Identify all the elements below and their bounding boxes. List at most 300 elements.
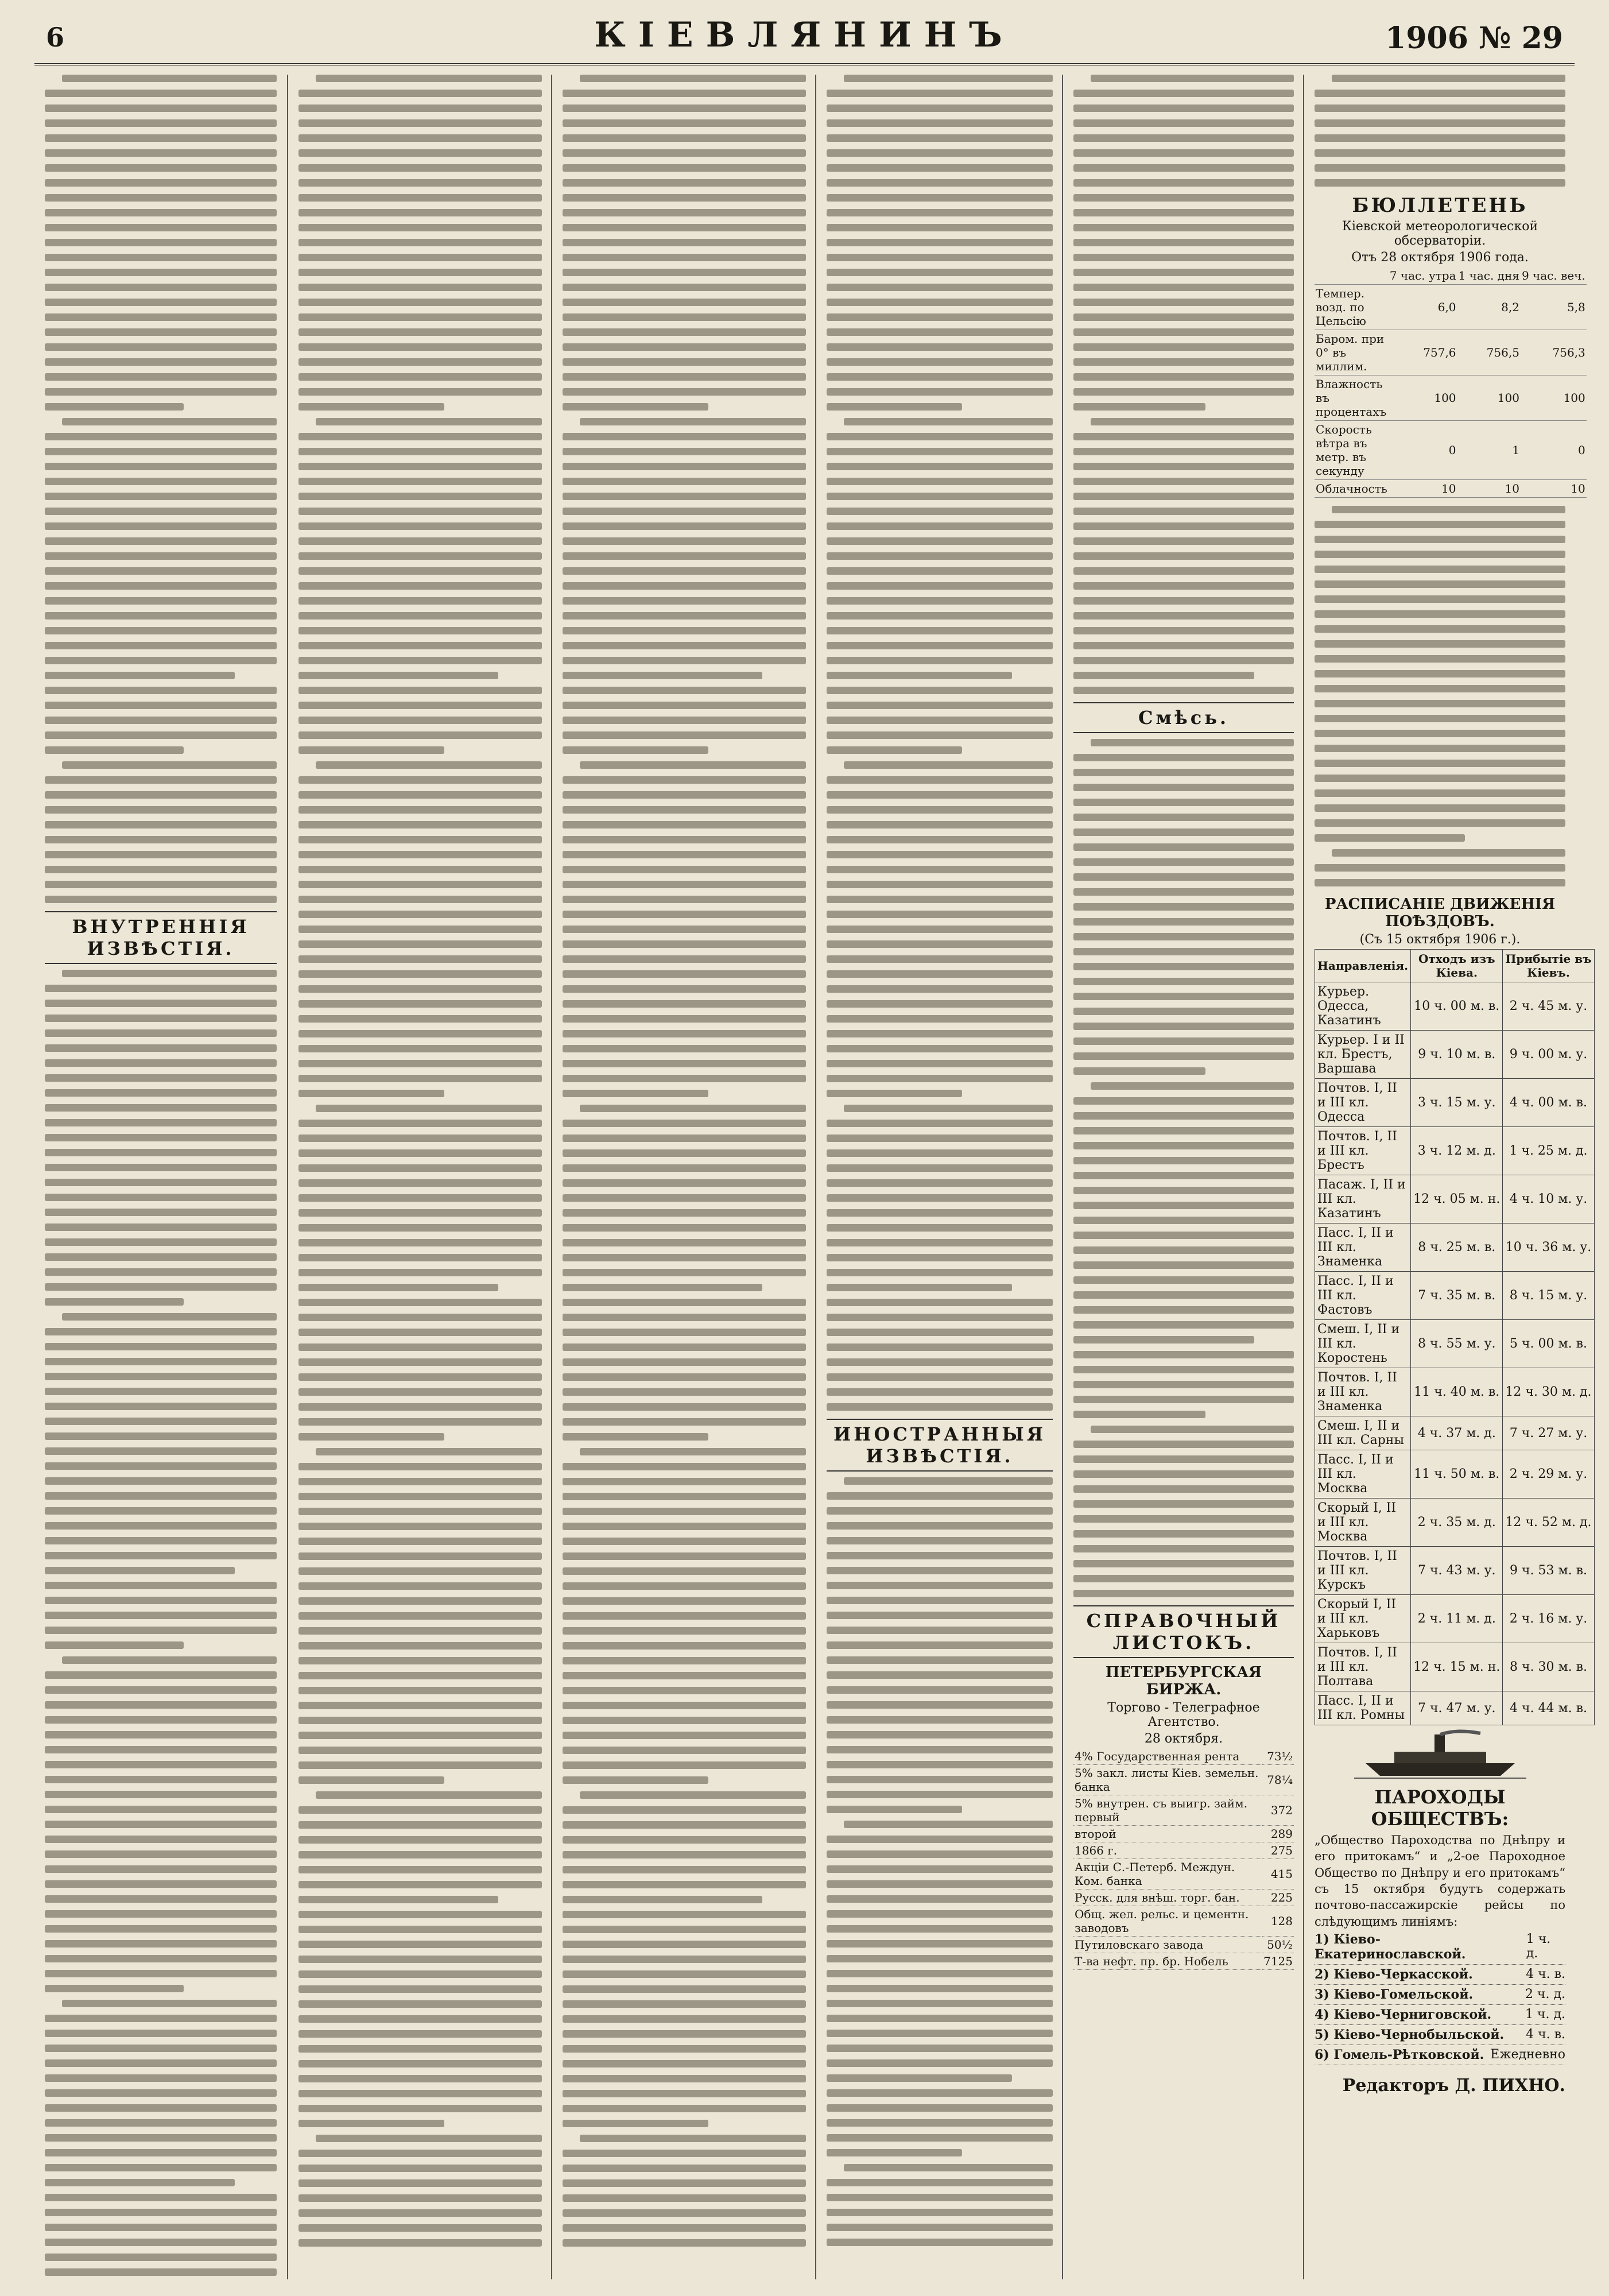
text-line: [563, 1388, 806, 1396]
text-line: [1073, 814, 1294, 821]
table-row: [1315, 1450, 1595, 1499]
bourse-value: 275: [1262, 1842, 1294, 1859]
text-line: [1073, 657, 1294, 664]
text-line: [1073, 224, 1294, 231]
text-line: [827, 1731, 1053, 1739]
text-line: [563, 1806, 806, 1814]
text-line: [1332, 506, 1565, 513]
text-line: [298, 2209, 542, 2217]
section-internal-news: ВНУТРЕННІЯ ИЗВѢСТІЯ.: [45, 911, 277, 964]
text-line: [563, 1418, 806, 1426]
text-line: [563, 1269, 806, 1276]
route-cell: Почтов. I, II и III кл. Курскъ: [1315, 1547, 1411, 1595]
text-line: [298, 1866, 542, 1873]
text-line: [563, 1851, 806, 1859]
text-line: [1315, 119, 1565, 127]
text-line: [45, 343, 277, 351]
text-line: [316, 2135, 542, 2142]
text-line: [298, 2179, 542, 2187]
text-line: [563, 104, 806, 112]
text-line: [563, 343, 806, 351]
text-line: [45, 1850, 277, 1858]
text-line: [45, 806, 277, 814]
text-line: [45, 284, 277, 291]
text-line: [45, 687, 277, 694]
text-line: [1073, 1530, 1294, 1538]
text-line: [1073, 672, 1254, 679]
text-line: [298, 1269, 542, 1276]
schedule-subtitle: (Съ 15 октября 1906 г.).: [1359, 932, 1521, 947]
text-line: [1091, 418, 1294, 425]
text-line: [827, 582, 1053, 590]
arrival-cell: 8 ч. 30 м. в.: [1503, 1643, 1594, 1691]
text-line: [827, 1314, 1053, 1321]
text-line: [563, 2000, 806, 2008]
text-line: [1073, 1023, 1294, 1030]
departure-cell: 4 ч. 37 м. д.: [1411, 1416, 1503, 1450]
text-line: [827, 343, 1053, 351]
text-line: [827, 1179, 1053, 1187]
bulletin-subtitle: Кіевской метеорологической обсерваторіи.: [1342, 219, 1538, 248]
text-line: [45, 1597, 277, 1604]
text-line: [45, 1029, 277, 1037]
text-line: [298, 1821, 542, 1829]
bourse-value: 289: [1262, 1826, 1294, 1842]
text-line: [563, 612, 806, 620]
text-line: [45, 1522, 277, 1530]
route-cell: Смеш. I, II и III кл. Коростень: [1315, 1320, 1411, 1368]
text-line: [827, 746, 962, 754]
text-line: [45, 627, 277, 634]
departure-cell: 8 ч. 25 м. в.: [1411, 1223, 1503, 1272]
bourse-value: 73½: [1262, 1748, 1294, 1765]
route-cell: Почтов. I, II и III кл. Одесса: [1315, 1079, 1411, 1127]
text-line: [45, 463, 277, 470]
text-line: [45, 1985, 184, 1992]
bourse-value: 50½: [1262, 1937, 1294, 1953]
text-line: [45, 791, 277, 799]
text-line: [1073, 1455, 1294, 1463]
text-line: [827, 1135, 1053, 1142]
text-line: [827, 209, 1053, 216]
text-line: [563, 1582, 806, 1590]
text-line: [827, 776, 1053, 784]
bourse-label: 5% закл. листы Кіев. земельн. банка: [1073, 1765, 1262, 1795]
arrival-cell: 5 ч. 00 м. в.: [1503, 1320, 1594, 1368]
text-line: [563, 955, 806, 963]
text-line: [1073, 1321, 1294, 1329]
text-line: [298, 1717, 542, 1724]
table-row: [1073, 1795, 1294, 1826]
text-line: [563, 851, 806, 858]
text-line: [563, 627, 806, 634]
text-line: [827, 1612, 1053, 1619]
text-line: [563, 806, 806, 814]
text-line: [45, 717, 277, 724]
text-line: [827, 1045, 1053, 1052]
text-line: [298, 1015, 542, 1023]
text-line: [298, 1194, 542, 1202]
text-line: [1073, 164, 1294, 172]
text-line: [563, 1224, 806, 1232]
text-line: [1073, 358, 1294, 366]
text-line: [298, 463, 542, 470]
text-line: [1073, 1560, 1294, 1567]
text-line: [45, 1328, 277, 1335]
text-line: [316, 75, 542, 82]
text-line: [827, 970, 1053, 978]
text-line: [580, 761, 806, 769]
text-line: [45, 881, 277, 888]
text-line: [298, 343, 542, 351]
text-line: [45, 1373, 277, 1380]
text-line: [580, 1791, 806, 1799]
bourse-value: 372: [1262, 1795, 1294, 1826]
text-line: [298, 702, 542, 709]
text-line: [563, 90, 806, 97]
arrival-cell: 12 ч. 52 м. д.: [1503, 1499, 1594, 1547]
text-line: [563, 1821, 806, 1829]
text-line: [298, 239, 542, 246]
text-line: [827, 239, 1053, 246]
text-line: [827, 1329, 1053, 1336]
text-line: [563, 1030, 806, 1037]
text-line: [1315, 879, 1565, 886]
text-line: [580, 75, 806, 82]
text-line: [298, 582, 542, 590]
text-line: [298, 224, 542, 231]
text-line: [563, 1896, 762, 1903]
text-line: [563, 1015, 806, 1023]
text-line: [563, 1314, 806, 1321]
text-line: [298, 403, 444, 411]
text-line: [827, 1940, 1053, 1947]
text-line: [298, 1657, 542, 1664]
text-line: [1073, 1396, 1294, 1403]
schedule-title: РАСПИСАНІЕ ДВИЖЕНІЯ ПОѢЗДОВЪ.: [1324, 896, 1556, 930]
text-line: [298, 2075, 542, 2082]
text-line: [298, 1761, 542, 1769]
text-line: [827, 299, 1053, 306]
table-row: [1315, 1175, 1595, 1223]
text-line: [844, 1477, 1053, 1485]
bourse-label: Путиловскаго завода: [1073, 1937, 1262, 1953]
text-line: [298, 149, 542, 157]
text-line: [1315, 149, 1565, 157]
text-line: [827, 1254, 1053, 1261]
table-row: [1073, 1890, 1294, 1906]
text-line: [1073, 1246, 1294, 1254]
column-2-text: [288, 75, 552, 2247]
text-line: [1073, 597, 1294, 605]
list-item: [1315, 1930, 1565, 1965]
text-line: [1073, 1291, 1294, 1299]
text-line: [563, 2075, 806, 2082]
weather-row: [1315, 285, 1587, 330]
text-line: [298, 1642, 542, 1650]
text-line: [563, 1552, 806, 1560]
route-cell: Смеш. I, II и III кл. Сарны: [1315, 1416, 1411, 1450]
weather-table: [1315, 267, 1587, 498]
arrival-cell: 10 ч. 36 м. у.: [1503, 1223, 1594, 1272]
text-line: [827, 433, 1053, 440]
text-line: [827, 537, 1053, 545]
text-line: [1073, 1351, 1294, 1358]
text-line: [827, 2134, 1053, 2142]
text-line: [563, 1985, 806, 1993]
text-line: [563, 537, 806, 545]
text-line: [1073, 1187, 1294, 1194]
text-line: [563, 940, 806, 948]
text-line: [45, 1970, 277, 1977]
text-line: [298, 179, 542, 187]
text-line: [1073, 828, 1294, 836]
text-line: [1073, 918, 1294, 926]
weather-label: Облачность: [1315, 480, 1389, 498]
text-line: [563, 1194, 806, 1202]
text-line: [827, 2030, 1053, 2037]
text-line: [298, 672, 498, 679]
table-row: [1315, 982, 1595, 1031]
text-line: [1315, 730, 1565, 737]
text-line: [298, 1582, 542, 1590]
weather-label: Темпер. возд. по Цельсію: [1315, 285, 1389, 330]
text-line: [827, 388, 1053, 396]
text-line: [1073, 508, 1294, 515]
text-line: [1073, 343, 1294, 351]
text-line: [563, 2224, 806, 2232]
text-line: [563, 1433, 708, 1441]
text-line: [298, 1672, 542, 1679]
departure-cell: 12 ч. 05 м. н.: [1411, 1175, 1503, 1223]
text-line: [563, 508, 806, 515]
bourse-value: 415: [1262, 1859, 1294, 1890]
text-line: [298, 1508, 542, 1515]
text-line: [298, 746, 444, 754]
text-line: [298, 313, 542, 321]
text-line: [298, 284, 542, 291]
text-line: [563, 1732, 806, 1739]
table-row: [1073, 1748, 1294, 1765]
text-line: [827, 2224, 1053, 2231]
arrival-cell: 2 ч. 45 м. у.: [1503, 982, 1594, 1031]
text-line: [1073, 1470, 1294, 1478]
text-line: [298, 597, 542, 605]
text-line: [45, 209, 277, 216]
text-line: [1073, 313, 1294, 321]
text-line: [45, 1164, 277, 1171]
text-line: [827, 1015, 1053, 1023]
text-line: [563, 284, 806, 291]
text-line: [45, 2015, 277, 2022]
editor-signature: Редакторъ Д. ПИХНО.: [1342, 2076, 1565, 2096]
text-line: [1315, 685, 1565, 692]
text-line: [563, 881, 806, 888]
route-cell: Пасс. I, II и III кл. Москва: [1315, 1450, 1411, 1499]
text-line: [827, 2194, 1053, 2201]
text-line: [827, 194, 1053, 202]
route-cell: Скорый I, II и III кл. Москва: [1315, 1499, 1411, 1547]
text-line: [827, 881, 1053, 888]
weather-value: 0: [1389, 421, 1457, 480]
text-line: [827, 269, 1053, 276]
text-line: [298, 821, 542, 828]
text-line: [45, 2254, 277, 2261]
text-line: [45, 2104, 277, 2112]
text-line: [1315, 610, 1565, 618]
text-line: [563, 911, 806, 918]
route-cell: Пасс. I, II и III кл. Знаменка: [1315, 1223, 1411, 1272]
text-line: [1073, 687, 1294, 694]
steamer-line-name: 3) Кіево-Гомельской.: [1315, 1987, 1474, 2003]
text-line: [563, 896, 806, 903]
text-line: [1073, 463, 1294, 470]
text-line: [298, 1075, 542, 1082]
arrival-cell: 8 ч. 15 м. у.: [1503, 1272, 1594, 1320]
text-line: [45, 1507, 277, 1515]
text-line: [827, 612, 1053, 620]
text-line: [563, 1881, 806, 1888]
text-line: [298, 1881, 542, 1888]
text-line: [45, 1761, 277, 1768]
departure-cell: 3 ч. 12 м. д.: [1411, 1127, 1503, 1175]
text-line: [827, 1358, 1053, 1366]
text-line: [827, 1641, 1053, 1649]
text-line: [298, 2000, 542, 2008]
text-line: [827, 1060, 1053, 1067]
bourse-label: Общ. жел. рельс. и цементн. заводовъ: [1073, 1906, 1262, 1937]
text-line: [1073, 1515, 1294, 1523]
text-line: [1073, 1381, 1294, 1388]
text-line: [827, 985, 1053, 993]
weather-value: 1: [1457, 421, 1521, 480]
text-line: [1315, 551, 1565, 558]
text-line: [45, 1791, 277, 1798]
text-line: [316, 1105, 542, 1112]
route-cell: Пасаж. I, II и III кл. Казатинъ: [1315, 1175, 1411, 1223]
text-line: [298, 1314, 542, 1321]
text-line: [827, 1836, 1053, 1843]
text-line: [563, 1045, 806, 1052]
text-line: [298, 1985, 542, 1993]
column-5: [1062, 75, 1304, 2279]
text-line: [45, 433, 277, 440]
text-line: [45, 478, 277, 485]
text-line: [45, 269, 277, 276]
text-line: [45, 1447, 277, 1455]
bulletin-title: БЮЛЛЕТЕНЬ: [1352, 194, 1528, 217]
text-line: [1073, 239, 1294, 246]
weather-label: Скорость вѣтра въ метр. въ секунду: [1315, 421, 1389, 480]
text-line: [45, 119, 277, 127]
text-line: [827, 2104, 1053, 2112]
arrival-cell: 4 ч. 10 м. у.: [1503, 1175, 1594, 1223]
text-line: [563, 1612, 806, 1620]
text-line: [827, 1343, 1053, 1351]
agency-title: Торгово - Телеграфное Агентство.: [1107, 1701, 1260, 1729]
text-line: [316, 418, 542, 425]
steamship-icon: [1354, 1729, 1526, 1780]
text-line: [827, 254, 1053, 261]
text-line: [298, 2224, 542, 2232]
text-line: [563, 388, 806, 396]
text-line: [563, 1702, 806, 1709]
text-line: [563, 1239, 806, 1246]
text-line: [827, 1000, 1053, 1008]
steamers-intro: „Общество Пароходства по Днѣпру и его притокамъ“ и „2-ое Пароходное Общество по Днѣпру и его притокамъ“ съ 15 октября будутъ содержать почтово-пассажирскіе рейсы по слѣдующимъ линіямъ:: [1315, 1833, 1565, 1929]
column-4: [815, 75, 1063, 2279]
text-line: [298, 1418, 542, 1426]
arrival-cell: 7 ч. 27 м. у.: [1503, 1416, 1594, 1450]
text-line: [563, 1926, 806, 1933]
text-line: [45, 104, 277, 112]
text-line: [1073, 1336, 1254, 1343]
text-line: [1073, 328, 1294, 336]
text-line: [827, 1239, 1053, 1246]
list-item: [1315, 1985, 1565, 2005]
route-cell: Пасс. I, II и III кл. Ромны: [1315, 1691, 1411, 1725]
text-line: [45, 1298, 184, 1306]
text-line: [1073, 1127, 1294, 1135]
bourse-table: [1073, 1748, 1294, 1970]
route-cell: Скорый I, II и III кл. Харьковъ: [1315, 1595, 1411, 1643]
text-line: [298, 881, 542, 888]
text-line: [298, 1045, 542, 1052]
text-line: [563, 269, 806, 276]
column-5-text: [1063, 75, 1304, 1970]
route-cell: Курьер. I и II кл. Брестъ, Варшава: [1315, 1031, 1411, 1079]
text-line: [563, 1597, 806, 1605]
text-line: [563, 1060, 806, 1067]
text-line: [827, 1925, 1053, 1933]
text-line: [45, 2059, 277, 2067]
text-line: [563, 821, 806, 828]
text-line: [827, 821, 1053, 828]
text-line: [45, 1880, 277, 1888]
text-line: [1073, 888, 1294, 896]
text-line: [827, 717, 1053, 724]
weather-label: Баром. при 0° въ миллим.: [1315, 330, 1389, 375]
text-line: [827, 1284, 1012, 1291]
text-line: [45, 1209, 277, 1216]
text-line: [827, 2015, 1053, 2022]
text-line: [1315, 179, 1565, 187]
text-line: [45, 1821, 277, 1828]
text-line: [45, 1403, 277, 1410]
text-line: [827, 90, 1053, 97]
text-line: [1073, 269, 1294, 276]
text-line: [45, 642, 277, 649]
text-line: [827, 1537, 1053, 1544]
route-cell: Пасс. I, II и III кл. Фастовъ: [1315, 1272, 1411, 1320]
text-line: [1315, 90, 1565, 97]
text-line: [298, 1956, 542, 1963]
text-line: [1073, 209, 1294, 216]
text-line: [1073, 478, 1294, 485]
text-line: [827, 2209, 1053, 2216]
text-line: [563, 2045, 806, 2053]
text-line: [298, 508, 542, 515]
text-line: [827, 1164, 1053, 1172]
page-number: 6: [46, 22, 65, 53]
text-line: [1073, 1500, 1294, 1508]
text-line: [827, 1269, 1053, 1276]
text-line: [1315, 595, 1565, 603]
arrival-cell: 12 ч. 30 м. д.: [1503, 1368, 1594, 1416]
text-line: [45, 1940, 277, 1947]
text-line: [298, 940, 542, 948]
text-line: [1073, 90, 1294, 97]
